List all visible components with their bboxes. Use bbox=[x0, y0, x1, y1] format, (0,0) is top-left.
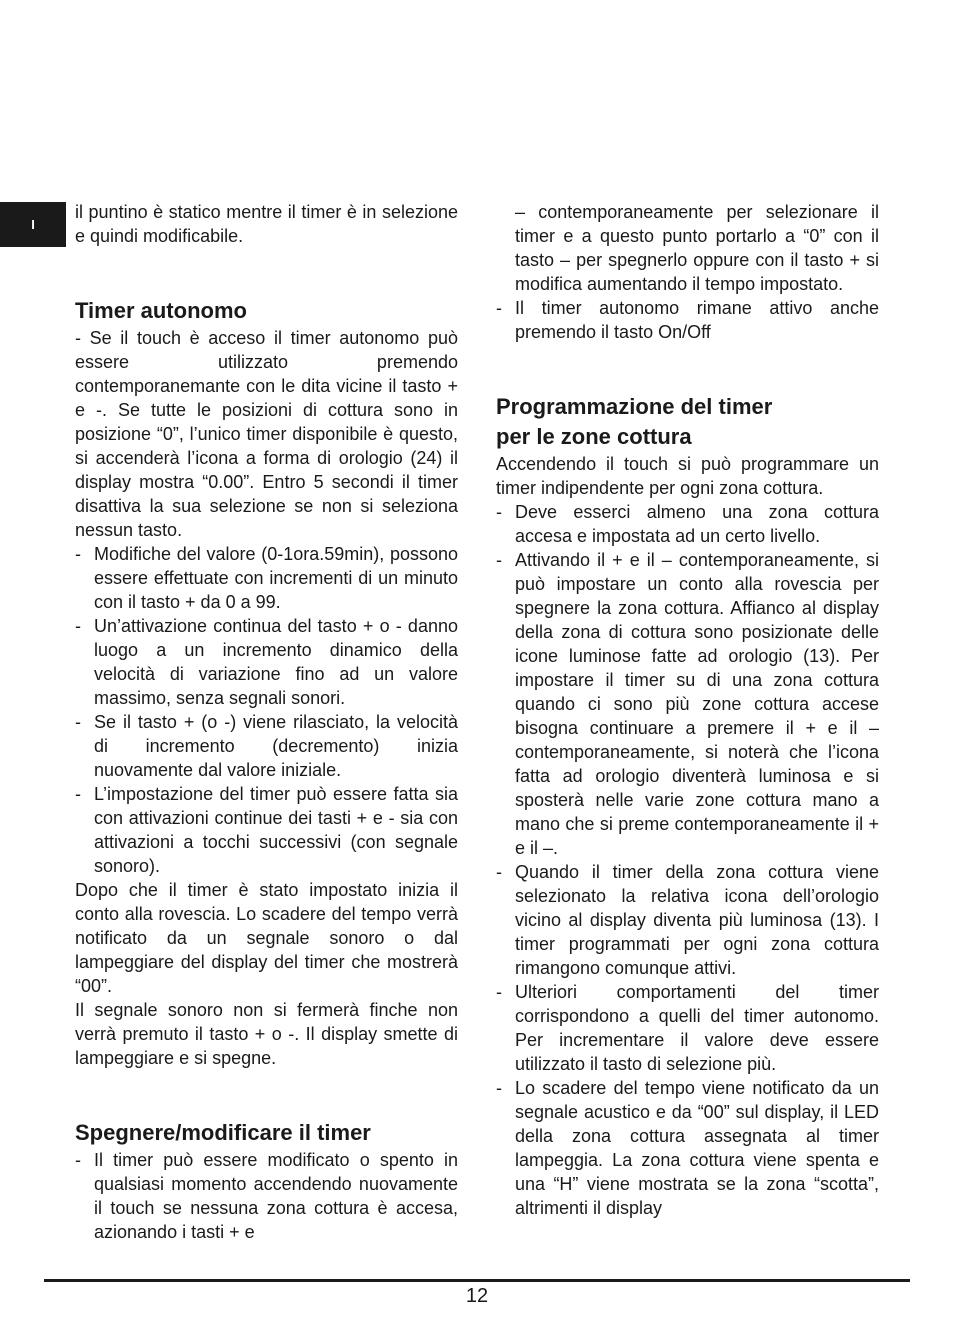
bullet-list bbox=[496, 296, 879, 344]
list-item: - Il timer può essere modificato o spento in qualsiasi momento accendendo nuovamente il touch se nessuna zona cottura è accesa, azionando i tasti + e bbox=[75, 1148, 458, 1244]
list-item: - Attivando il + e il – contemporaneamente, si può impostare un conto alla rovescia per spegnere la zona cottura. Affianco al display della zona di cottura sono posizionate delle icone luminose fatte ad orologio (13). Per impostare il timer su di una zona cottura quando ci sono più zone cottura accese bisogna continuare a premere il + e il – contemporaneamente, si noterà che l’icona fatta ad orologio diventerà luminosa e si sposterà nelle varie zone cottura mano a mano che si preme contemporaneamente il + e il –. bbox=[496, 548, 879, 860]
right-column bbox=[496, 200, 879, 1220]
heading-line: Programmazione del timer bbox=[496, 394, 773, 419]
list-item: - Il timer autonomo rimane attivo anche premendo il tasto On/Off bbox=[496, 296, 879, 344]
paragraph: - Se il touch è acceso il timer autonomo può essere utilizzato premendo contemporanemante con le dita vicine il tasto + e -. Se tutte le posizioni di cottura sono in posizione “0”, l’unico timer disponibile è questo, si accenderà l’icona a forma di orologio (24) il display mostra “0.00”. Entro 5 secondi il timer disattiva la sua selezione se non si seleziona nessun tasto. bbox=[75, 328, 458, 540]
list-item: - Ulteriori comportamenti del timer corrispondono a quelli del timer autonomo. Per incrementare il valore deve essere utilizzato il tasto di selezione più. bbox=[496, 980, 879, 1076]
list-item: - Deve esserci almeno una zona cottura accesa e impostata ad un certo livello. bbox=[496, 500, 879, 548]
continuation-paragraph: – contemporaneamente per selezionare il timer e a questo punto portarlo a “0” con il tasto – per spegnerlo oppure con il tasto + si modifica aumentando il tempo impostato. bbox=[515, 202, 879, 294]
list-item: - Se il tasto + (o -) viene rilasciato, la velocità di incremento (decremento) inizia nuovamente dal valore iniziale. bbox=[75, 710, 458, 782]
bullet-list bbox=[75, 1148, 458, 1244]
paragraph: Accendendo il touch si può programmare un timer indipendente per ogni zona cottura. bbox=[496, 454, 879, 498]
bullet-list bbox=[75, 542, 458, 878]
list-item: - Quando il timer della zona cottura viene selezionato la relativa icona dell’orologio vicino al display diventa più luminosa (13). I timer programmati per ogni zona cottura rimangono comunque attivi. bbox=[496, 860, 879, 980]
intro-paragraph: il puntino è statico mentre il timer è in selezione e quindi modificabile. bbox=[75, 202, 458, 246]
paragraph: Il segnale sonoro non si fermerà finche non verrà premuto il tasto + o -. Il display smette di lampeggiare e si spegne. bbox=[75, 1000, 458, 1068]
language-tab: I bbox=[0, 202, 66, 247]
heading-line: per le zone cottura bbox=[496, 424, 692, 449]
page-number: 12 bbox=[465, 1285, 489, 1307]
left-column bbox=[75, 200, 458, 1244]
bullet-list bbox=[496, 500, 879, 1220]
list-item: - L’impostazione del timer può essere fatta sia con attivazioni continue dei tasti + e - sia con attivazioni a tocchi successivi (con segnale sonoro). bbox=[75, 782, 458, 878]
footer-divider bbox=[44, 1279, 910, 1282]
list-item: - Lo scadere del tempo viene notificato da un segnale acustico e da “00” sul display, il LED della zona cottura assegnata al timer lampeggia. La zona cottura viene spenta e una “H” viene mostrata se la zona “scotta”, altrimenti il display bbox=[496, 1076, 879, 1220]
section-heading-programmazione bbox=[496, 392, 879, 452]
section-heading-timer-autonomo: Timer autonomo bbox=[75, 298, 247, 323]
section-heading-spegnere-modificare: Spegnere/modificare il timer bbox=[75, 1120, 371, 1145]
paragraph: Dopo che il timer è stato impostato inizia il conto alla rovescia. Lo scadere del tempo verrà notificato da un segnale sonoro o dal lampeggiare del display del timer che mostrerà “00”. bbox=[75, 880, 458, 996]
list-item: - Un’attivazione continua del tasto + o - danno luogo a un incremento dinamico della velocità di variazione fino ad un valore massimo, senza segnali sonori. bbox=[75, 614, 458, 710]
list-item: - Modifiche del valore (0-1ora.59min), possono essere effettuate con incrementi di un minuto con il tasto + da 0 a 99. bbox=[75, 542, 458, 614]
